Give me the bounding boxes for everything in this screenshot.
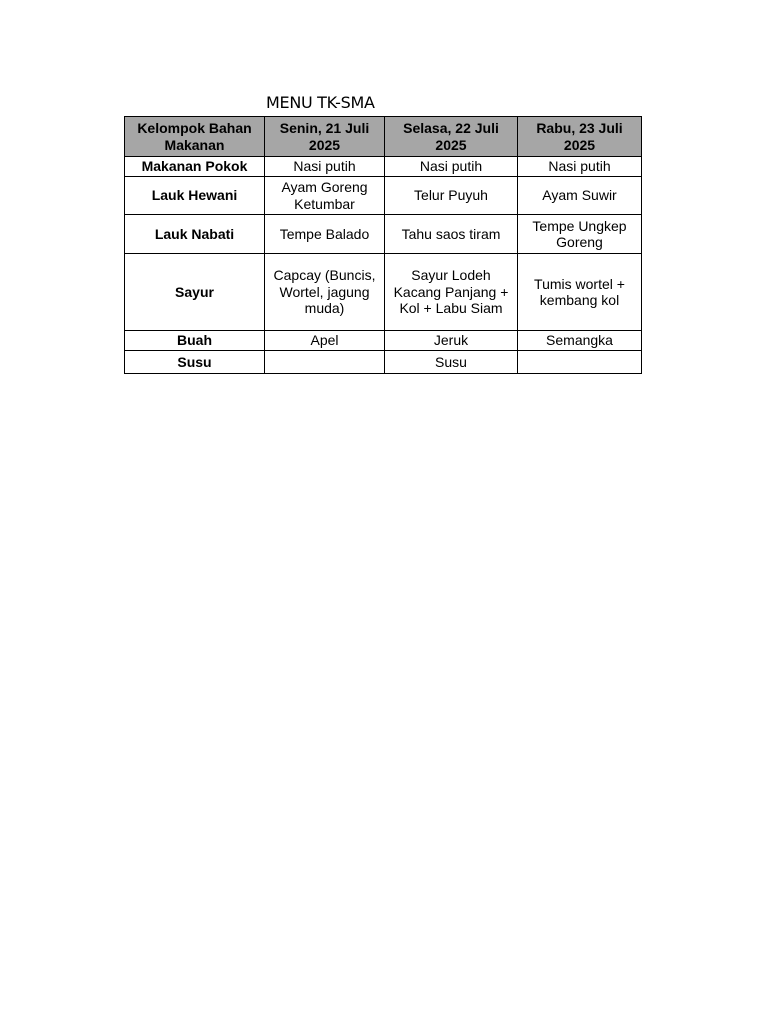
row-group-label: Buah: [125, 331, 265, 351]
row-group-label: Sayur: [125, 254, 265, 331]
header-rabu: Rabu, 23 Juli 2025: [518, 117, 642, 157]
table-row: [125, 254, 642, 331]
table-cell: Sayur Lodeh Kacang Panjang + Kol + Labu Siam: [385, 254, 518, 331]
table-row: [125, 331, 642, 351]
table-cell: Telur Puyuh: [385, 177, 518, 215]
table-cell: Ayam Goreng Ketumbar: [265, 177, 385, 215]
table-cell: Ayam Suwir: [518, 177, 642, 215]
table-row: [125, 177, 642, 215]
table-row: [125, 215, 642, 254]
header-selasa: Selasa, 22 Juli 2025: [385, 117, 518, 157]
table-row: [125, 157, 642, 177]
row-group-label: Susu: [125, 351, 265, 374]
table-header-row: [125, 117, 642, 157]
header-kelompok: Kelompok Bahan Makanan: [125, 117, 265, 157]
table-cell: Jeruk: [385, 331, 518, 351]
table-cell: Semangka: [518, 331, 642, 351]
table-cell: [518, 351, 642, 374]
table-cell: Tahu saos tiram: [385, 215, 518, 254]
menu-table: [124, 116, 642, 374]
table-cell: Nasi putih: [265, 157, 385, 177]
page-title: MENU TK-SMA: [266, 93, 375, 112]
table-row: [125, 351, 642, 374]
table-cell: Tumis wortel + kembang kol: [518, 254, 642, 331]
table-cell: [265, 351, 385, 374]
table-cell: Susu: [385, 351, 518, 374]
row-group-label: Lauk Hewani: [125, 177, 265, 215]
row-group-label: Lauk Nabati: [125, 215, 265, 254]
table-cell: Tempe Ungkep Goreng: [518, 215, 642, 254]
table-cell: Nasi putih: [518, 157, 642, 177]
header-senin: Senin, 21 Juli 2025: [265, 117, 385, 157]
table-cell: Nasi putih: [385, 157, 518, 177]
table-cell: Tempe Balado: [265, 215, 385, 254]
table-cell: Apel: [265, 331, 385, 351]
table-cell: Capcay (Buncis, Wortel, jagung muda): [265, 254, 385, 331]
row-group-label: Makanan Pokok: [125, 157, 265, 177]
